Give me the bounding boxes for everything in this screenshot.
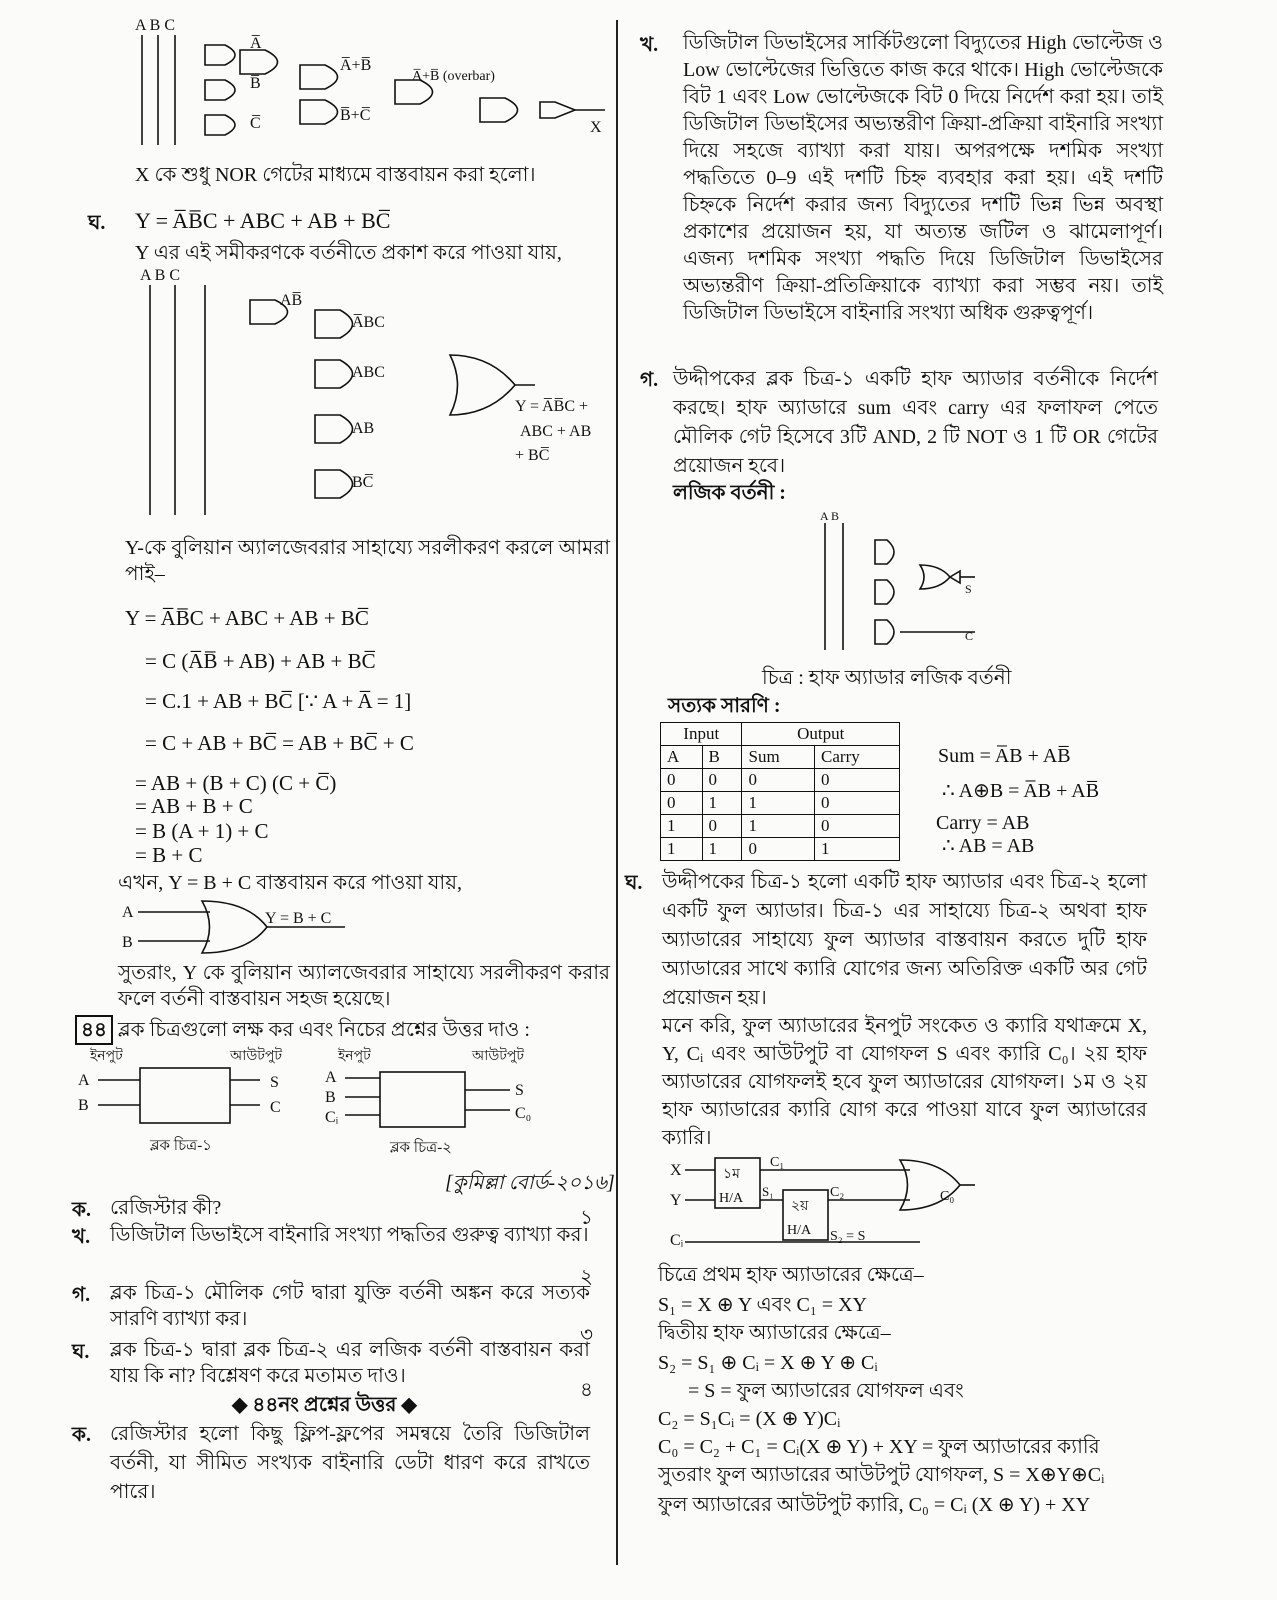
kha-answer: ডিজিটাল ডিভাইসের সার্কিটগুলো বিদ্যুতের High ভোল্টেজ ও Low ভোল্টেজের ভিত্তিতে কাজ করে থাকে। High ভোল্টেজকে বিট 1 এবং Low ভোল্টেজকে বিট 0 দিয়ে নির্দেশ করা হয়। তাই ডিজিটাল ডিভাইসের অভ্যন্তরীণ ক্রিয়া-প্রক্রিয়া বাইনারি সংখ্যা দিয়ে সহজে ব্যাখ্যা করা যায়। অপরপক্ষে দশমিক সংখ্যা পদ্ধতিতে 0–9 এই দশটি চিহ্ন ব্যবহার করা হয়। এই দশটি চিহ্নকে নির্দেশ করার জন্য বিদ্যুতের দশটি ভিন্ন ভিন্ন অবস্থা প্রকাশের প্রয়োজন হয়, যা অত্যন্ত জটিল ও ঝামেলাপূর্ণ। এজন্য দশমিক সংখ্যা পদ্ধতি দিয়ে ডিজিটাল ডিভাইসের অভ্যন্তরীণ ক্রিয়া-প্রতিক্রিয়াকে ব্যাখ্যা করা সম্ভব নয়। তাই ডিজিটাল ডিভাইসে বাইনারি সংখ্যা অধিক গুরুত্বপূর্ণ।: [683, 32, 1163, 324]
cell: 1: [661, 838, 703, 861]
gha-intro: Y এর এই সমীকরণকে বর্তনীতে প্রকাশ করে পাওয়া যায়,: [135, 242, 562, 264]
sop-output-1: Y = A̅B̅C +: [515, 398, 589, 415]
step-5: = AB + (B + C) (C + C̅): [135, 771, 337, 795]
th-output: Output: [742, 723, 900, 746]
gha-equation: Y = A̅B̅C + ABC + AB + BC̅: [135, 208, 391, 233]
sop-inputs: A B C: [140, 267, 181, 284]
sop-circuit-diagram: [130, 265, 620, 520]
q-gha-text: ব্লক চিত্র-১ দ্বারা ব্লক চিত্র-২ এর লজিক বর্তনী বাস্তবায়ন করা যায় কি না? বিশ্লেষণ করে মতামত দাও।: [110, 1339, 590, 1387]
logic-heading: লজিক বর্তনী :: [673, 482, 786, 504]
ha2-type: H/A: [787, 1223, 812, 1238]
fa-line-9: ফুল অ্যাডারের আউটপুট ক্যারি, C₀ = Cᵢ (X ⊕ Y) + XY: [658, 1494, 1091, 1516]
cell: 0: [815, 815, 900, 838]
truth-table: [660, 722, 900, 861]
block2-output-label: আউটপুট: [472, 1049, 524, 1064]
th-input: Input: [661, 723, 742, 746]
fa-line-6: C₂ = S₁Cᵢ = (X ⊕ Y)Cᵢ: [658, 1408, 841, 1430]
ha-output-s: S: [965, 582, 972, 596]
nor-label-c-bar: C̅: [250, 115, 261, 132]
cell: 0: [661, 792, 703, 815]
gha-answer: উদ্দীপকের চিত্র-১ হলো একটি হাফ অ্যাডার এবং চিত্র-২ হলো একটি ফুল অ্যাডার। চিত্র-১ এর সাহায্যে চিত্র-২ অথবা হাফ অ্যাডারের সাহায্যে ফুল অ্যাডার বাস্তবায়ন করতে দুটি হাফ অ্যাডারের সাথে ক্যারি যোগের জন্য অতিরিক্ত একটি অর গেট প্রয়োজন হয়।: [662, 871, 1147, 1009]
gate-label: BC̅: [352, 474, 374, 491]
nor-label-a-bar: A̅: [250, 35, 262, 52]
half-adder-caption: চিত্র : হাফ অ্যাডার লজিক বর্তনী: [762, 667, 1012, 689]
step-6: = AB + B + C: [135, 794, 253, 818]
fa-input-ci: Cᵢ: [670, 1232, 684, 1249]
gha-answer-2: মনে করি, ফুল অ্যাডারের ইনপুট সংকেত ও ক্যারি যথাক্রমে X, Y, Cᵢ এবং আউটপুট বা যোগফল S এবং ক্যারি C₀। ২য় হাফ অ্যাডারের যোগফলই হবে ফুল অ্যাডারের যোগফল। ১ম ও ২য় হাফ অ্যাডারের ক্যারি যোগ করে পাওয়া যাবে ফুল অ্যাডারের ক্যারি।: [662, 1015, 1147, 1149]
block1-out-s: S: [270, 1074, 279, 1091]
ans-ka-label: ক.: [72, 1424, 91, 1446]
nor-caption: X কে শুধু NOR গেটের মাধ্যমে বাস্তবায়ন করা হলো।: [135, 164, 536, 186]
block2-out-s: S: [515, 1082, 524, 1099]
fa-s1: S₁: [762, 1184, 774, 1199]
block1-out-c: C: [270, 1099, 281, 1116]
carry-eq: Carry = AB: [936, 812, 1030, 834]
block-diagrams: [70, 1040, 560, 1160]
th-sum: Sum: [742, 746, 815, 769]
gate-label: ABC: [352, 364, 385, 381]
nor-label-b-plus-c: B̅+C̅: [340, 107, 371, 124]
ha-output-c: C: [965, 629, 974, 643]
table-row: [661, 792, 900, 815]
cell: 1: [661, 815, 703, 838]
nor-output-x: X: [590, 119, 602, 136]
nor-label-a-plus-b: A̅+B̅: [340, 57, 372, 74]
block2-out-c0: C₀: [515, 1105, 532, 1122]
conclusion: সুতরাং, Y কে বুলিয়ান অ্যালজেবরার সাহায্যে সরলীকরণ করার ফলে বর্তনী বাস্তবায়ন সহজ হয়েছে।: [118, 962, 610, 1010]
block2-in-b: B: [325, 1089, 336, 1106]
column-divider: [616, 20, 618, 1565]
block2-in-ci: Cᵢ: [325, 1109, 339, 1126]
q-ka-text: রেজিস্টার কী?: [110, 1197, 222, 1219]
nor-circuit-diagram: [130, 10, 620, 150]
nor-label-a-plus-b-double-bar: A̅+B̅ (overbar): [412, 69, 495, 84]
cell: 1: [702, 838, 742, 861]
source-board: [কুমিল্লা বোর্ড-২০১৬]: [445, 1172, 615, 1194]
block2-in-a: A: [325, 1069, 337, 1086]
fa-c1: C₁: [770, 1155, 785, 1170]
q-ka-label: ক.: [72, 1199, 91, 1221]
sum-eq: Sum = A̅B + AB̅: [938, 745, 1071, 767]
ga-answer: উদ্দীপকের ব্লক চিত্র-১ একটি হাফ অ্যাডার বর্তনীকে নির্দেশ করছে। হাফ অ্যাডারে sum এবং carry এর ফলাফল পেতে মৌলিক গেট হিসেবে 3টি AND, 2 টি NOT ও 1 টি OR গেটের প্রয়োজন হবে।: [673, 368, 1158, 477]
step-2: = C (A̅B̅ + AB) + AB + BC̅: [145, 649, 376, 673]
block2-input-label: ইনপুট: [338, 1049, 371, 1064]
question-text: ব্লক চিত্রগুলো লক্ষ কর এবং নিচের প্রশ্নের উত্তর দাও :: [117, 1019, 530, 1041]
gate-label: AB̅: [280, 292, 303, 309]
answer-heading-text: ৪৪নং প্রশ্নের উত্তর: [252, 1394, 397, 1416]
full-adder-diagram: [665, 1150, 985, 1255]
table-row: [661, 769, 900, 792]
kha-label: খ.: [640, 34, 659, 56]
table-row: [661, 815, 900, 838]
sop-output-3: + BC̅: [515, 447, 550, 464]
block1-input-label: ইনপুট: [90, 1049, 123, 1064]
cell: 0: [742, 838, 815, 861]
nor-inputs: A B C: [135, 17, 176, 34]
fa-input-y: Y: [670, 1192, 682, 1209]
fa-line-4: S₂ = S₁ ⊕ Cᵢ = X ⊕ Y ⊕ Cᵢ: [658, 1352, 878, 1374]
q-ga-label: গ.: [72, 1284, 91, 1306]
fa-line-7: C₀ = C₂ + C₁ = Cᵢ(X ⊕ Y) + XY = ফুল অ্যাডারের ক্যারি: [658, 1436, 1100, 1458]
cell: 0: [661, 769, 703, 792]
cell: 1: [815, 838, 900, 861]
fa-input-x: X: [670, 1162, 682, 1179]
fa-c0: C₀: [940, 1189, 955, 1204]
sop-output-2: ABC + AB: [520, 423, 592, 440]
block1-caption: ব্লক চিত্র-১: [150, 1138, 212, 1154]
truth-table-heading: সত্যক সারণি :: [668, 695, 781, 717]
gha-label: ঘ.: [88, 212, 106, 234]
step-4: = C + AB + BC̅ = AB + BC̅ + C: [145, 731, 414, 755]
fa-s2: S₂ = S: [830, 1229, 866, 1244]
ha1-type: H/A: [719, 1191, 744, 1206]
question-number: ৪৪: [75, 1015, 113, 1045]
th-carry: Carry: [815, 746, 900, 769]
impl-text: এখন, Y = B + C বাস্তবায়ন করে পাওয়া যায়,: [118, 872, 463, 894]
block1-in-a: A: [78, 1072, 90, 1089]
or-output: Y = B + C: [265, 910, 332, 927]
ha1-label: ১ম: [723, 1167, 740, 1182]
q-ka-marks: ১: [580, 1207, 593, 1229]
gate-label: AB: [352, 420, 375, 437]
q-gha-marks: ৪: [580, 1379, 593, 1401]
th-a: A: [661, 746, 703, 769]
q-ga-text: ব্লক চিত্র-১ মৌলিক গেট দ্বারা যুক্তি বর্তনী অঙ্কন করে সত্যক সারণি ব্যাখ্যা কর।: [110, 1282, 590, 1330]
fa-line-3: দ্বিতীয় হাফ অ্যাডারের ক্ষেত্রে–: [658, 1322, 891, 1344]
fa-c2: C₂: [830, 1185, 845, 1200]
th-b: B: [702, 746, 742, 769]
or-input-b: B: [122, 934, 133, 951]
simplify-intro: Y-কে বুলিয়ান অ্যালজেবরার সাহায্যে সরলীকরণ করলে আমরা পাই–: [125, 537, 610, 585]
step-8: = B + C: [135, 843, 203, 867]
cell: 0: [815, 792, 900, 815]
ans-ka-text: রেজিস্টার হলো কিছু ফ্লিপ-ফ্লপের সমন্বয়ে তৈরি ডিজিটাল বর্তনী, যা সীমিত সংখ্যক বাইনারি ডেটা ধারণ করে রাখতে পারে।: [110, 1423, 590, 1503]
table-row: [661, 838, 900, 861]
step-1: Y = A̅B̅C + ABC + AB + BC̅: [125, 606, 369, 630]
cell: 1: [742, 815, 815, 838]
cell: 1: [702, 792, 742, 815]
q-kha-label: খ.: [72, 1226, 91, 1248]
block1-in-b: B: [78, 1097, 89, 1114]
cell: 0: [815, 769, 900, 792]
nor-label-b-bar: B̅: [250, 75, 261, 92]
step-7: = B (A + 1) + C: [135, 819, 269, 843]
ha2-label: ২য়: [791, 1199, 809, 1214]
fa-line-8: সুতরাং ফুল অ্যাডারের আউটপুট যোগফল, S = X⊕Y⊕Cᵢ: [658, 1464, 1105, 1486]
fa-line-1: চিত্রে প্রথম হাফ অ্যাডারের ক্ষেত্রে–: [658, 1264, 924, 1286]
or-gate-diagram: [120, 895, 380, 955]
q-kha-text: ডিজিটাল ডিভাইসে বাইনারি সংখ্যা পদ্ধতির গুরুত্ব ব্যাখ্যা কর।: [110, 1224, 589, 1246]
or-input-a: A: [122, 904, 134, 921]
q-ga-marks: ৩: [580, 1324, 594, 1346]
answer-heading: ◆ ৪৪নং প্রশ্নের উত্তর ◆: [232, 1394, 417, 1416]
cell: 0: [702, 815, 742, 838]
and-eq: ∴ AB = AB: [942, 835, 1035, 857]
block2-caption: ব্লক চিত্র-২: [390, 1140, 452, 1156]
gha-right-label: ঘ.: [625, 872, 643, 894]
cell: 0: [742, 769, 815, 792]
block1-output-label: আউটপুট: [230, 1049, 282, 1064]
cell: 0: [702, 769, 742, 792]
q-gha-label: ঘ.: [72, 1341, 90, 1363]
fa-line-5: = S = ফুল অ্যাডারের যোগফল এবং: [688, 1380, 964, 1402]
step-3: = C.1 + AB + BC̅ [∵ A + A̅ = 1]: [145, 689, 412, 713]
fa-line-2: S₁ = X ⊕ Y এবং C₁ = XY: [658, 1294, 867, 1316]
ga-label: গ.: [640, 369, 659, 391]
xor-eq: ∴ A⊕B = A̅B + AB̅: [942, 780, 1100, 802]
ha-inputs: A B: [820, 509, 840, 523]
q-kha-marks: ২: [580, 1266, 594, 1288]
half-adder-diagram: [815, 505, 995, 650]
cell: 1: [742, 792, 815, 815]
gate-label: A̅BC: [352, 314, 385, 331]
